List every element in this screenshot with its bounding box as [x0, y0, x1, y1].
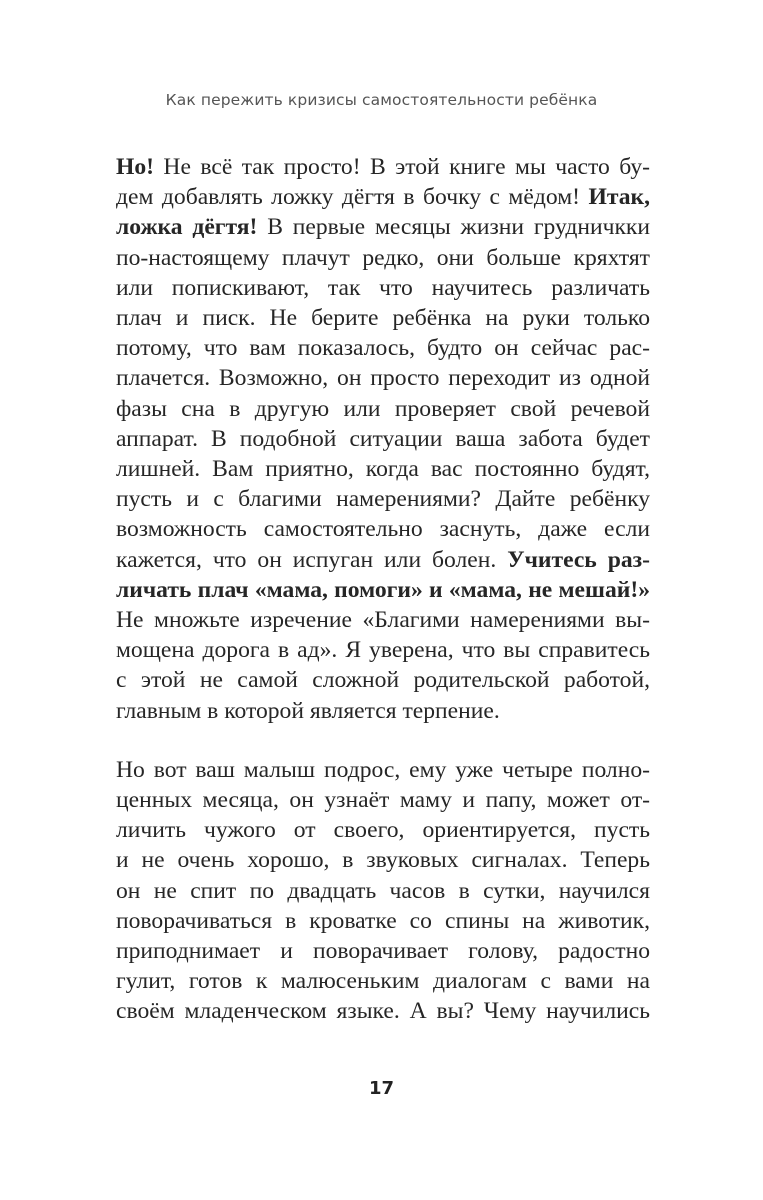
text-line [116, 182, 650, 212]
text-run: кажется, что он испуган или болен. [116, 546, 508, 573]
text-line [116, 363, 650, 393]
text-run: аппарат. В подобной ситуации ваша забота будет [116, 425, 650, 452]
text-run: возможность самостоятельно заснуть, даже если [116, 516, 650, 543]
page-number: 17 [368, 1078, 395, 1099]
text-line [116, 484, 650, 514]
text-run: ценных месяца, он узнаёт маму и папу, может от- [116, 787, 650, 814]
text-line [116, 424, 650, 454]
text-line [116, 665, 650, 695]
text-run: или попискивают, так что научитесь различать [116, 274, 650, 301]
text-run: приподнимает и поворачивает голову, радостно [116, 938, 650, 965]
text-run: пусть и с благими намерениями? Дайте ребёнку [116, 486, 650, 513]
text-run: лишней. Вам приятно, когда вас постоянно будят, [116, 456, 650, 483]
text-run: мощена дорога в ад». Я уверена, что вы справитесь [116, 637, 650, 664]
body-text [116, 152, 650, 1027]
text-run: он не спит по двадцать часов в сутки, научился [116, 877, 650, 904]
text-run: Не всё так просто! В этой книге мы часто бу- [154, 154, 650, 180]
text-line [116, 303, 650, 333]
text-line [116, 936, 650, 966]
bold-run: Учитесь раз- [507, 546, 650, 573]
text-line [116, 152, 650, 182]
text-run: поворачиваться в кроватке со спины на животик, [116, 907, 650, 934]
bold-run: ложка дёгтя! [116, 214, 258, 241]
text-run: плач и писк. Не берите ребёнка на руки только [116, 305, 650, 332]
text-line [116, 876, 650, 906]
text-line [116, 996, 650, 1026]
text-line [116, 243, 650, 273]
text-line [116, 212, 650, 242]
text-run: личить чужого от своего, ориентируется, пусть [116, 817, 650, 844]
text-run: и не очень хорошо, в звуковых сигналах. Теперь [116, 847, 650, 874]
text-line [116, 815, 650, 845]
text-run: по-настоящему плачут редко, они больше кряхтят [116, 244, 650, 271]
text-run: плачется. Возможно, он просто переходит из одной [116, 365, 650, 392]
paragraph-1 [116, 152, 650, 726]
text-run: своём младенческом языке. А вы? Чему научились [116, 998, 650, 1025]
text-line [116, 605, 650, 635]
text-line [116, 755, 650, 785]
running-head: Как пережить кризисы самостоятельности ребёнка [165, 91, 598, 109]
text-line [116, 845, 650, 875]
text-run: с этой не самой сложной родительской работой, [116, 667, 650, 694]
text-line [116, 333, 650, 363]
text-line [116, 514, 650, 544]
text-line [116, 273, 650, 303]
bold-run: личать плач «мама, помоги» и «мама, не мешай!» [116, 576, 650, 603]
bold-run: Но! [116, 154, 155, 180]
text-run: Не множьте изречение «Благими намерениями вы- [116, 607, 650, 634]
text-line [116, 454, 650, 484]
text-line [116, 575, 650, 605]
text-run: гулит, готов к малюсеньким диалогам с вами на [116, 968, 650, 995]
text-run: потому, что вам показалось, будто он сейчас рас- [116, 335, 650, 362]
text-run: В первые месяцы жизни грудничкки [257, 214, 650, 241]
text-line [116, 545, 650, 575]
text-line [116, 696, 650, 726]
text-run: фазы сна в другую или проверяет свой речевой [116, 395, 650, 422]
text-run: главным в которой является терпение. [116, 697, 500, 724]
paragraph-2 [116, 755, 650, 1027]
text-run: дем добавлять ложку дёгтя в бочку с мёдом! [116, 184, 589, 211]
text-line [116, 635, 650, 665]
text-line [116, 785, 650, 815]
text-line [116, 394, 650, 424]
bold-run: Итак, [588, 184, 650, 211]
text-line [116, 906, 650, 936]
text-run: Но вот ваш малыш подрос, ему уже четыре полно- [116, 756, 650, 783]
text-line [116, 966, 650, 996]
